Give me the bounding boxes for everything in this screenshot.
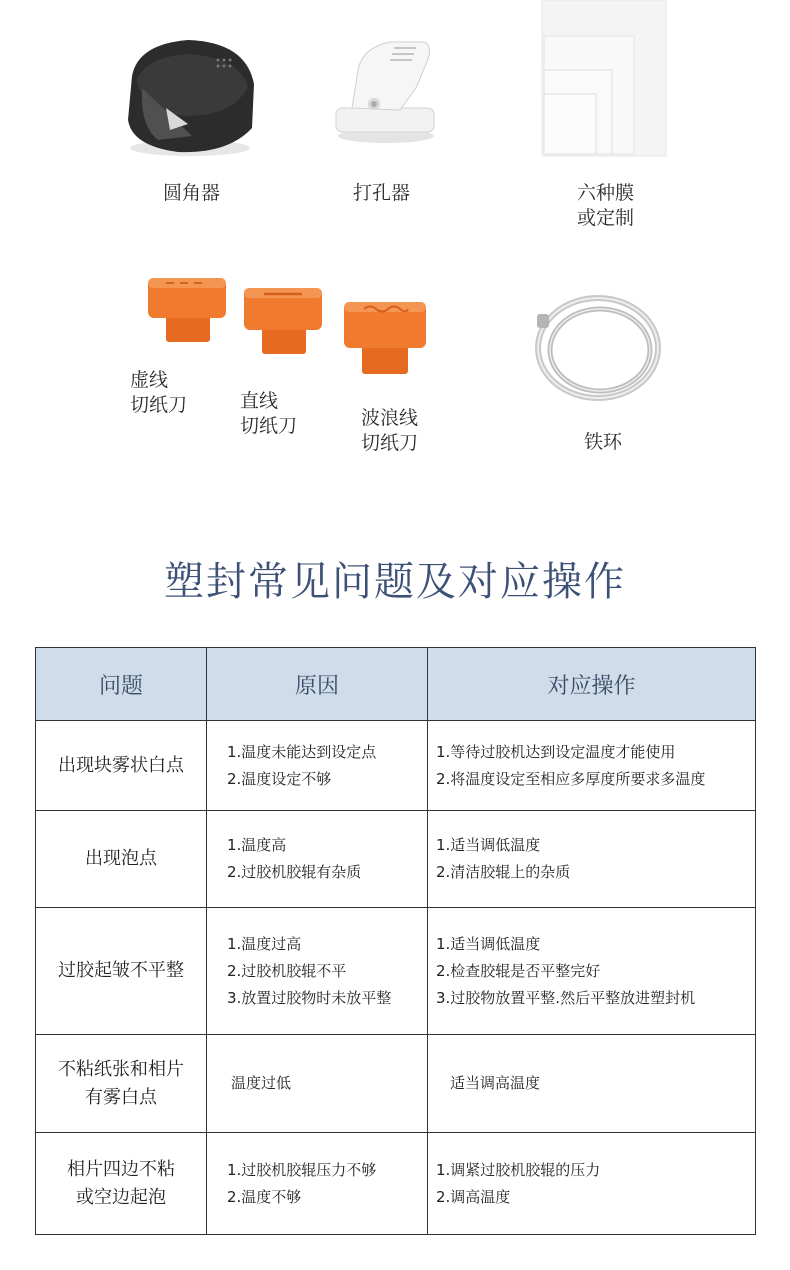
cause-cell (207, 1133, 428, 1235)
section-title: 塑封常见问题及对应操作 (164, 559, 626, 605)
product-label-wavy-line-cutter: 波浪线 切纸刀 (361, 407, 419, 454)
table-row (36, 721, 756, 811)
header-cause: 原因 (207, 648, 428, 721)
table-row (36, 811, 756, 908)
cause-line: 2.过胶机胶辊有杂质 (227, 863, 362, 881)
cause-line: 2.温度设定不够 (227, 769, 332, 788)
action-line: 1.适当调低温度 (436, 836, 541, 854)
action-line: 2.清洁胶辊上的杂质 (436, 863, 571, 881)
wavy-line-cutter-image (342, 298, 428, 376)
action-cell (428, 1133, 756, 1235)
action-cell (428, 1035, 756, 1133)
product-label-hole-punch: 打孔器 (353, 182, 411, 204)
header-problem: 问题 (36, 648, 207, 721)
problem-cell: 出现泡点 (36, 811, 207, 908)
cause-cell (207, 908, 428, 1035)
cause-line: 2.温度不够 (227, 1187, 302, 1206)
cause-line: 1.温度未能达到设定点 (227, 742, 377, 761)
action-line: 2.检查胶辊是否平整完好 (436, 961, 601, 980)
table-row (36, 908, 756, 1035)
hole-punch-image (330, 36, 440, 146)
product-label-film-sheets: 六种膜 或定制 (577, 182, 635, 229)
troubleshooting-table (35, 647, 756, 1235)
film-sheets-image (540, 0, 668, 158)
cause-line: 2.过胶机胶辊不平 (227, 961, 347, 980)
table-row (36, 1133, 756, 1235)
product-label-round-corner-cutter: 圆角器 (163, 182, 221, 204)
action-line: 2.将温度设定至相应多厚度所要求多温度 (436, 769, 706, 788)
cause-line: 1.温度过高 (227, 934, 302, 953)
action-line: 1.调紧过胶机胶辊的压力 (436, 1160, 601, 1179)
problem-cell: 出现块雾状白点 (36, 721, 207, 811)
action-line: 3.过胶物放置平整.然后平整放进塑封机 (436, 988, 696, 1007)
header-action: 对应操作 (428, 648, 756, 721)
problem-cell: 过胶起皱不平整 (36, 908, 207, 1035)
action-cell (428, 721, 756, 811)
product-label-iron-ring: 铁环 (584, 431, 623, 453)
cause-line: 3.放置过胶物时未放平整 (227, 988, 392, 1007)
round-corner-cutter-image (118, 36, 262, 158)
action-line: 1.适当调低温度 (436, 934, 541, 953)
cause-line: 温度过低 (231, 1074, 292, 1092)
action-line: 1.等待过胶机达到设定温度才能使用 (436, 742, 676, 761)
action-line: 2.调高温度 (436, 1187, 511, 1206)
cause-cell (207, 811, 428, 908)
cause-cell (207, 721, 428, 811)
table-header-row (36, 648, 756, 721)
straight-line-cutter-image (240, 284, 326, 356)
iron-ring-image (533, 292, 663, 404)
cause-line: 1.过胶机胶辊压力不够 (227, 1160, 377, 1179)
problem-cell: 相片四边不粘 或空边起泡 (36, 1133, 207, 1235)
problem-cell: 不粘纸张和相片 有雾白点 (36, 1035, 207, 1133)
action-cell (428, 908, 756, 1035)
product-label-dashed-line-cutter: 虚线 切纸刀 (130, 369, 188, 416)
table-row (36, 1035, 756, 1133)
cause-line: 1.温度高 (227, 836, 287, 854)
dashed-line-cutter-image (144, 272, 230, 344)
action-cell (428, 811, 756, 908)
product-label-straight-line-cutter: 直线 切纸刀 (240, 390, 298, 437)
cause-cell (207, 1035, 428, 1133)
action-line: 适当调高温度 (450, 1074, 541, 1092)
